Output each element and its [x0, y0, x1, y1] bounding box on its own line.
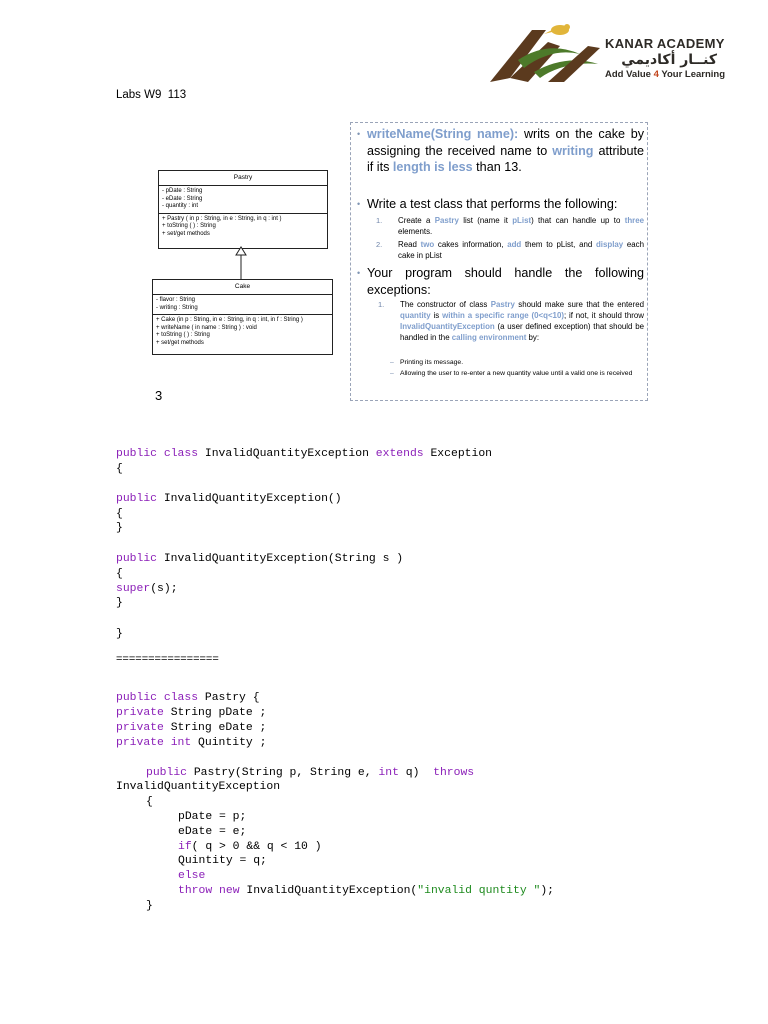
keyword: int [170, 737, 192, 749]
uml-attr: - writing : String [156, 304, 198, 311]
code-text: { [116, 463, 123, 475]
tagline-prefix: Add Value [605, 69, 654, 80]
bullet-icon: • [357, 268, 361, 278]
code-text: } [146, 900, 153, 912]
lab-title: Labs W9 113 [116, 89, 187, 101]
req-item-writename [357, 126, 644, 176]
code-text: { [116, 508, 123, 520]
keyword: public [146, 767, 188, 779]
keyword: public [116, 553, 158, 565]
code-line [116, 567, 123, 582]
uml-cake-name: Cake [153, 280, 332, 295]
txt: each cake in pList [398, 240, 645, 260]
code-text: } [116, 597, 123, 609]
code-text: pDate = p; [178, 811, 247, 823]
kw: two [420, 240, 435, 249]
code-line [116, 706, 266, 721]
txt: Printing its message. [400, 359, 464, 366]
kw: within a specific range (0<q<10) [442, 311, 564, 320]
txt: them to pList, and [521, 240, 596, 249]
logo-text [605, 36, 725, 80]
txt: Write a test class that performs the following: [367, 197, 618, 211]
code-line [116, 596, 123, 611]
txt: writs on the cake by assigning the received name to [367, 127, 644, 158]
txt: Create a [398, 216, 435, 225]
uml-cake-class [152, 279, 333, 355]
uml-attr: - quantity : int [162, 203, 199, 210]
uml-cake-methods [153, 315, 332, 349]
sub-number: 2. [376, 240, 383, 249]
code-text: } [116, 628, 123, 640]
txt: should make sure that the entered [514, 300, 644, 309]
uml-pastry-name: Pastry [159, 171, 327, 186]
keyword: public [116, 692, 158, 704]
code-line [116, 582, 178, 597]
keyword: private [116, 707, 164, 719]
bullet-icon: • [357, 199, 361, 209]
code-text: Pastry { [198, 692, 260, 704]
code-text: { [116, 568, 123, 580]
keyword: throws [433, 767, 475, 779]
code-text: InvalidQuantityException(String s ) [157, 553, 404, 565]
kw: length is less [392, 160, 473, 174]
code-text: } [116, 522, 123, 534]
kw: quantity [400, 311, 431, 320]
txt: The constructor of class [400, 300, 491, 309]
code-text: ================ [116, 653, 219, 665]
code-line [146, 766, 474, 781]
code-text: InvalidQuantityException( [239, 885, 418, 897]
keyword: throw [178, 885, 213, 897]
req-sub-read-cakes [376, 239, 645, 261]
code-text: ( q > 0 && q < 10 ) [191, 841, 322, 853]
uml-inheritance-arrow [232, 246, 250, 280]
code-line [146, 899, 153, 914]
code-text: q) [398, 767, 434, 779]
keyword: super [116, 583, 151, 595]
code-text: InvalidQuantityException() [157, 493, 342, 505]
code-text: (s); [150, 583, 178, 595]
logo-arabic: كنــار أكاديمي [621, 52, 717, 68]
req-sub-create-list [376, 215, 644, 237]
uml-method: + Cake (in p : String, in e : String, in q : int, in f : String ) [156, 317, 303, 324]
uml-cake-attributes [153, 295, 332, 315]
code-line [178, 854, 267, 869]
req-subsub-reenter [390, 369, 644, 378]
uml-attr: - eDate : String [162, 195, 203, 202]
code-line [178, 810, 246, 825]
uml-pastry-class [158, 170, 328, 249]
txt: cakes information, [434, 240, 508, 249]
req-subsub-print [390, 358, 644, 367]
uml-attr: - pDate : String [162, 188, 203, 194]
kw: three [624, 216, 644, 225]
uml-attr: - flavor : String [156, 297, 196, 303]
keyword: int [378, 767, 399, 779]
req-item-exceptions [357, 265, 644, 298]
txt: attribute if its [367, 143, 644, 174]
code-line [116, 627, 123, 642]
keyword: private [116, 737, 164, 749]
kw: pList [512, 216, 532, 225]
txt: by: [526, 333, 540, 342]
txt: is [430, 311, 443, 320]
txt: (a user defined exception) that should be handled in the [400, 322, 644, 342]
code-line [178, 840, 322, 855]
code-text: String eDate ; [163, 722, 267, 734]
uml-method: + set/get methods [156, 339, 204, 346]
txt: Your program should handle the following exceptions: [367, 266, 644, 297]
txt: elements. [398, 227, 433, 236]
keyword: class [163, 692, 199, 704]
uml-method: + toString ( ) : String [156, 332, 210, 339]
sub-number: 1. [378, 300, 385, 309]
uml-pastry-attributes [159, 186, 327, 214]
kw: add [507, 240, 522, 249]
separator-line [116, 652, 219, 667]
txt: ) that can handle up to [531, 216, 625, 225]
code-text: Exception [423, 448, 492, 460]
code-line [178, 869, 205, 884]
keyword: public [116, 448, 158, 460]
kw: Pastry [434, 216, 459, 225]
sub-number: 1. [376, 216, 383, 225]
code-line [116, 521, 123, 536]
keyword: else [178, 870, 206, 882]
code-text: Quintity = q; [178, 855, 267, 867]
bullet-icon: • [357, 129, 361, 139]
code-line [116, 492, 342, 507]
code-line [116, 507, 123, 522]
dash-icon: – [390, 370, 394, 377]
code-text: { [146, 796, 153, 808]
code-text: ); [540, 885, 554, 897]
uml-method: + Pastry ( in p : String, in e : String, in q : int ) [162, 215, 282, 222]
txt: than 13. [472, 160, 522, 174]
code-text: InvalidQuantityException [198, 448, 376, 460]
code-line [116, 780, 280, 795]
txt: Read [398, 240, 421, 249]
req-item-test-class [357, 196, 644, 213]
uml-pastry-methods [159, 214, 327, 241]
req-sub-constructor [378, 299, 644, 343]
kw: calling environment [451, 333, 527, 342]
code-line [116, 736, 266, 751]
code-line [178, 825, 246, 840]
uml-method: + writeName ( in name : String ) : void [156, 324, 257, 331]
code-line [178, 884, 554, 899]
keyword: public [116, 493, 158, 505]
string-literal: "invalid quntity " [417, 885, 541, 897]
keyword: new [219, 885, 240, 897]
code-line [146, 795, 153, 810]
code-line [116, 552, 403, 567]
txt: ; if not, it should throw [563, 311, 644, 320]
kw: display [595, 240, 624, 249]
tagline-four: 4 [653, 69, 659, 80]
code-text: Quintity ; [191, 737, 267, 749]
kw: writing [552, 143, 594, 158]
keyword: if [178, 841, 192, 853]
code-line [116, 691, 260, 706]
kw: writeName(String name): [367, 127, 519, 141]
code-text: InvalidQuantityException [116, 781, 281, 793]
figure-number: 3 [155, 388, 163, 403]
code-text: Pastry(String p, String e, [187, 767, 379, 779]
uml-method: + set/get methods [162, 230, 210, 237]
keyword: extends [375, 448, 424, 460]
code-line [116, 447, 492, 462]
kw: InvalidQuantityException [400, 322, 495, 331]
txt: Allowing the user to re-enter a new quantity value until a valid one is received [400, 370, 633, 377]
tagline-suffix: Your Learning [658, 69, 726, 80]
kw: Pastry [490, 300, 515, 309]
code-text: String pDate ; [163, 707, 267, 719]
logo-title: KANAR ACADEMY [605, 36, 725, 51]
logo-tagline [605, 69, 725, 80]
txt: list (name it [458, 216, 513, 225]
dash-icon: – [390, 359, 394, 366]
code-line [116, 462, 123, 477]
keyword: private [116, 722, 164, 734]
keyword: class [163, 448, 199, 460]
code-text: eDate = e; [178, 826, 247, 838]
uml-method: + toString ( ) : String [162, 223, 216, 230]
code-line [116, 721, 266, 736]
